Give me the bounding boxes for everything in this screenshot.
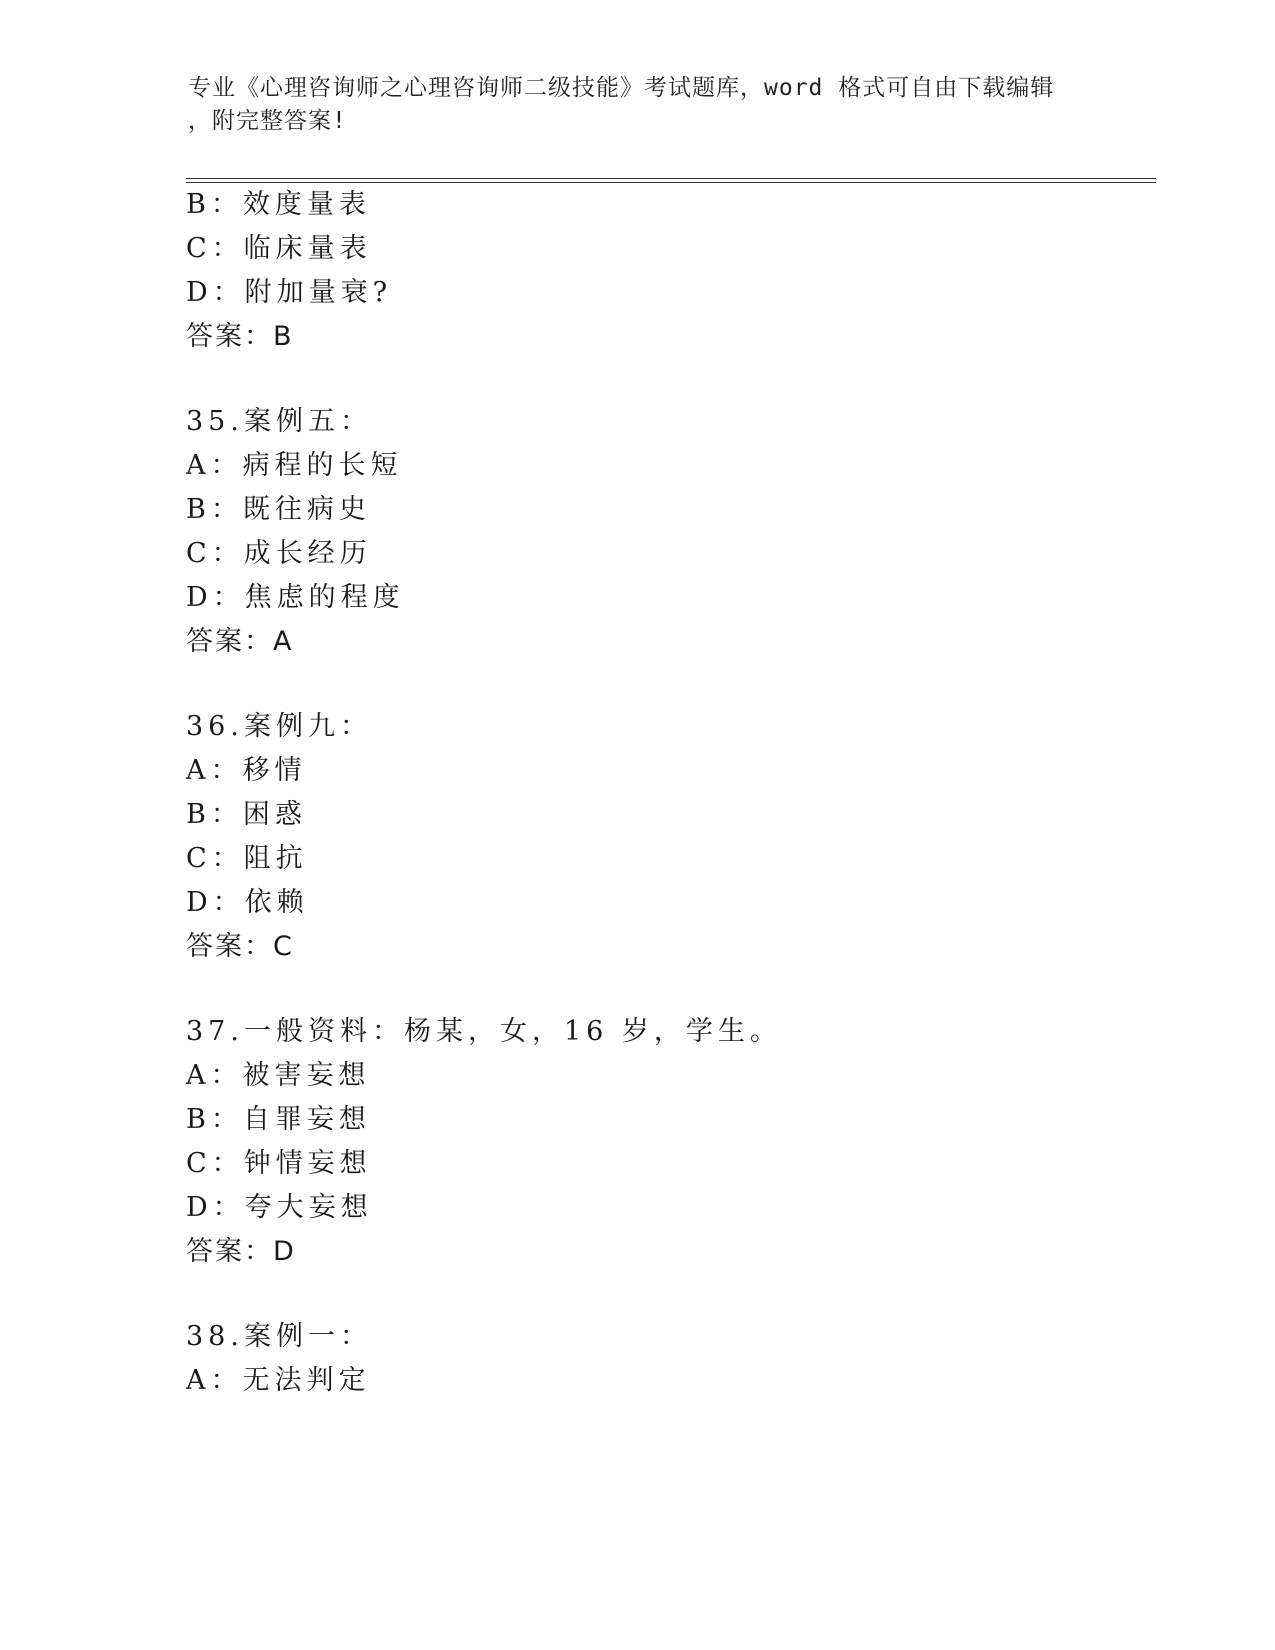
option-b: B：效度量表 bbox=[186, 189, 371, 220]
option-d: D：附加量衰? bbox=[186, 277, 393, 308]
option-c: C：临床量表 bbox=[186, 233, 372, 264]
question-38: 38.案例一： bbox=[186, 1321, 372, 1352]
question-36: 36.案例九： bbox=[186, 711, 372, 742]
option-a: A：移情 bbox=[186, 755, 307, 786]
header-divider bbox=[186, 178, 1156, 183]
option-c: C：钟情妄想 bbox=[186, 1148, 372, 1179]
document-header bbox=[188, 72, 1088, 138]
option-d: D：焦虑的程度 bbox=[186, 582, 405, 613]
option-c: C：阻抗 bbox=[186, 843, 308, 874]
option-a: A：病程的长短 bbox=[186, 450, 403, 481]
option-b: B：既往病史 bbox=[186, 494, 371, 525]
option-a: A：被害妄想 bbox=[186, 1060, 371, 1091]
option-a: A：无法判定 bbox=[186, 1365, 371, 1396]
option-b: B：困惑 bbox=[186, 799, 307, 830]
option-c: C：成长经历 bbox=[186, 538, 372, 569]
answer-line: 答案：C bbox=[186, 931, 294, 962]
question-35: 35.案例五： bbox=[186, 406, 372, 437]
answer-line: 答案：B bbox=[186, 321, 294, 352]
option-d: D：夸大妄想 bbox=[186, 1192, 373, 1223]
option-b: B：自罪妄想 bbox=[186, 1104, 371, 1135]
question-37: 37.一般资料：杨某，女，16 岁，学生。 bbox=[186, 1016, 782, 1047]
header-line-2: ，附完整答案! bbox=[188, 108, 347, 134]
answer-line: 答案：A bbox=[186, 626, 294, 657]
option-d: D：依赖 bbox=[186, 887, 309, 918]
header-line-1: 专业《心理咨询师之心理咨询师二级技能》考试题库，word 格式可自由下载编辑 bbox=[188, 75, 1055, 101]
answer-line: 答案：D bbox=[186, 1236, 296, 1267]
